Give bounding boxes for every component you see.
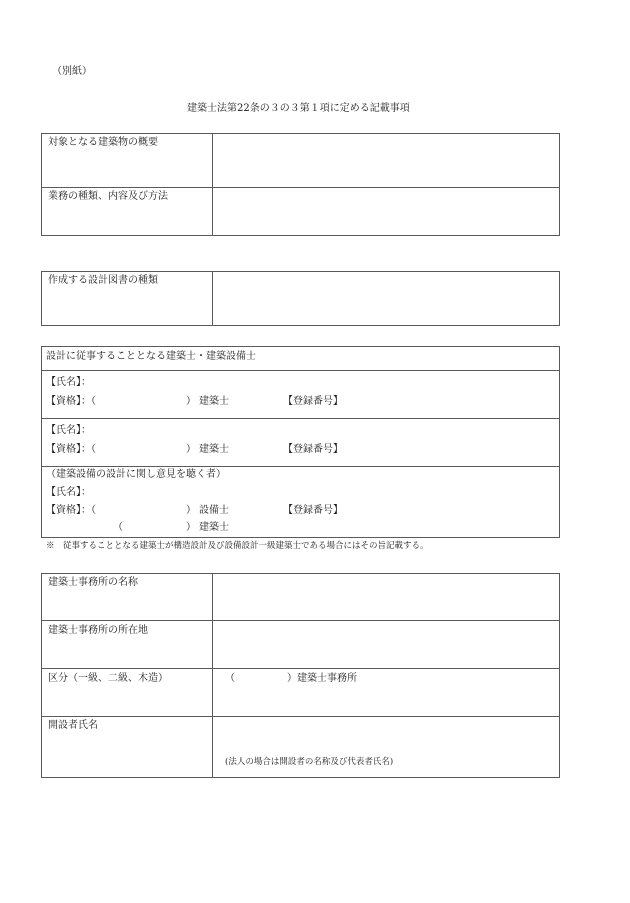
founder-note: (法人の場合は開設者の名称及び代表者氏名) bbox=[225, 757, 394, 767]
page-title: 建築士法第22条の３の３第１項に定める記載事項 bbox=[187, 103, 410, 114]
table-divider bbox=[41, 187, 560, 188]
name-label: 【氏名】： bbox=[46, 425, 91, 436]
qualification-label: 【資格】：（ bbox=[46, 505, 96, 516]
equipment-heading: （建築設備の設計に関し意見を聴く者） bbox=[46, 469, 226, 480]
equipment-engineer-label: 設備士 bbox=[199, 505, 229, 516]
row-label-service-type: 業務の種類、内容及び方法 bbox=[48, 191, 168, 202]
row-label-office-name: 建築士事務所の名称 bbox=[48, 577, 138, 588]
registration-number-label: 【登録番号】 bbox=[283, 505, 343, 516]
architect-label: 建築士 bbox=[199, 396, 229, 407]
table-divider bbox=[212, 133, 213, 236]
footnote: ※ 従事することとなる建築士が構造設計及び設備設計一級建築士である場合にはその旨記載する。 bbox=[46, 541, 429, 551]
close-paren: ） bbox=[186, 522, 196, 533]
attachment-label: （別紙） bbox=[52, 66, 92, 77]
open-paren: （ bbox=[113, 522, 123, 533]
row-label-founder-name: 開設者氏名 bbox=[48, 720, 98, 731]
architect-label: 建築士 bbox=[199, 444, 229, 455]
close-paren: ） bbox=[186, 505, 196, 516]
table-divider bbox=[212, 573, 213, 778]
row-label-building-overview: 対象となる建築物の概要 bbox=[48, 137, 158, 148]
table-divider bbox=[41, 418, 560, 419]
table-divider bbox=[41, 466, 560, 467]
name-label: 【氏名】： bbox=[46, 487, 91, 498]
close-paren: ） bbox=[186, 444, 196, 455]
registration-number-label: 【登録番号】 bbox=[283, 396, 343, 407]
architect-label: 建築士 bbox=[199, 522, 229, 533]
row-label-office-address: 建築士事務所の所在地 bbox=[48, 625, 148, 636]
office-class-suffix: ）建築士事務所 bbox=[287, 673, 357, 684]
table-divider bbox=[41, 370, 560, 371]
table-divider bbox=[41, 716, 560, 717]
registration-number-label: 【登録番号】 bbox=[283, 444, 343, 455]
table-divider bbox=[41, 668, 560, 669]
qualification-label: 【資格】：（ bbox=[46, 444, 96, 455]
close-paren: ） bbox=[186, 396, 196, 407]
name-label: 【氏名】： bbox=[46, 377, 91, 388]
qualification-label: 【資格】：（ bbox=[46, 396, 96, 407]
row-label-design-documents: 作成する設計図書の種類 bbox=[48, 275, 158, 286]
architects-heading: 設計に従事することとなる建築士・建築設備士 bbox=[46, 351, 256, 362]
row-label-office-class: 区分（一級、二級、木造） bbox=[48, 673, 168, 684]
office-class-open-paren: （ bbox=[225, 673, 235, 684]
table-divider bbox=[41, 620, 560, 621]
table-divider bbox=[212, 271, 213, 326]
